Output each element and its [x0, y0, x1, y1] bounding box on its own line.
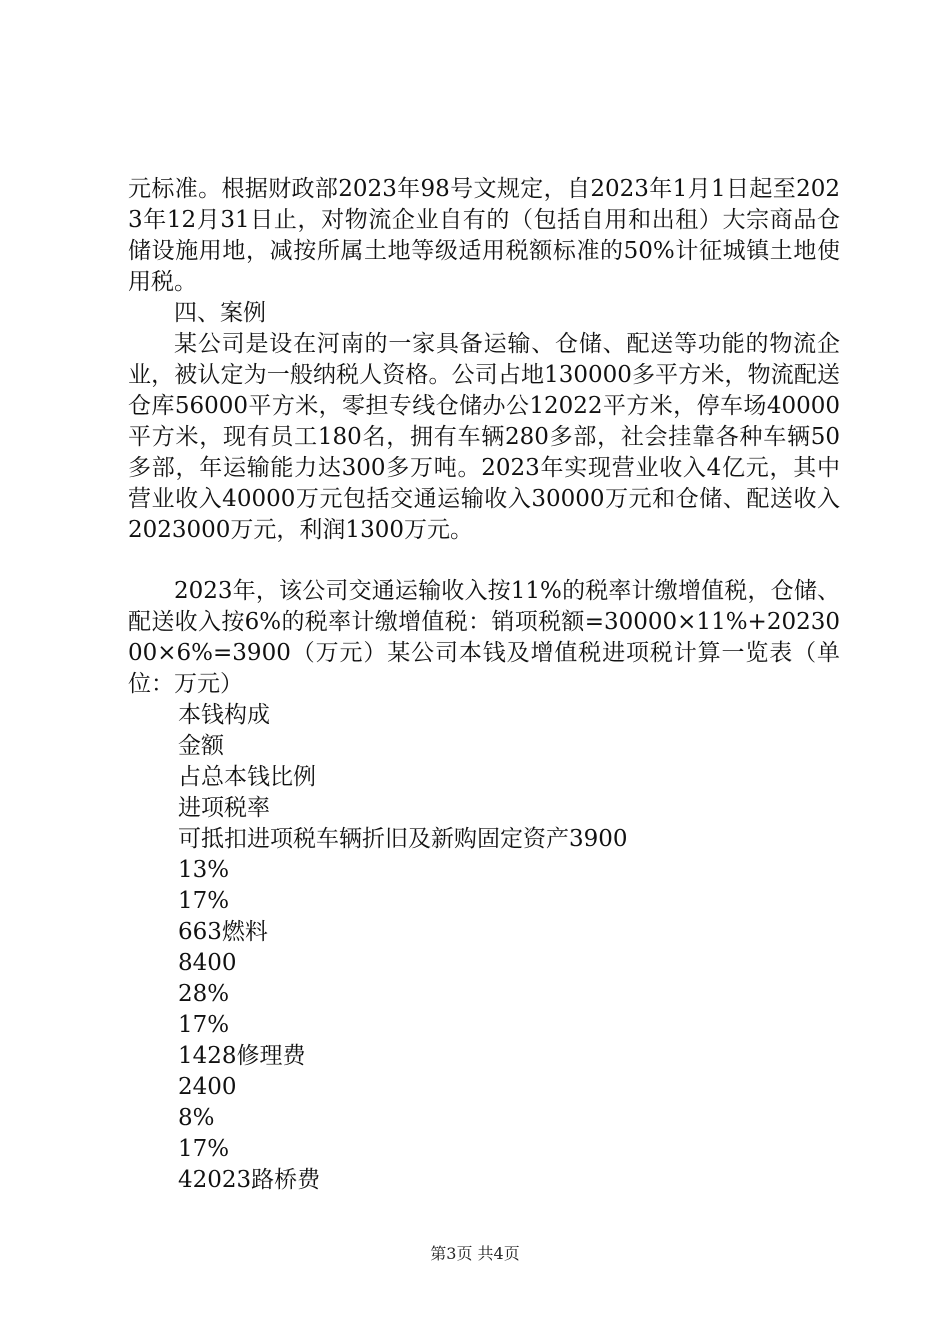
- table-line: 28%: [178, 981, 230, 1007]
- table-line: 1428修理费: [178, 1043, 306, 1069]
- document-body: [128, 174, 840, 1196]
- table-line: 金额: [178, 733, 224, 759]
- table-line: 42023路桥费: [178, 1167, 321, 1193]
- table-line: 17%: [178, 1136, 230, 1162]
- table-line: 进项税率: [178, 795, 270, 821]
- table-line: 8400: [178, 950, 237, 976]
- table-line: 本钱构成: [178, 702, 270, 728]
- table-line: 占总本钱比例: [178, 764, 316, 790]
- table-line: 可抵扣进项税车辆折旧及新购固定资产3900: [178, 826, 628, 852]
- table-line: 2400: [178, 1074, 237, 1100]
- page-footer: 第3页 共4页: [430, 1244, 520, 1263]
- paragraph-gap: [128, 546, 840, 576]
- case-paragraph: 某公司是设在河南的一家具备运输、仓储、配送等功能的物流企业，被认定为一般纳税人资格。公司占地130000多平方米，物流配送仓库56000平方米，零担专线仓储办公12022平方米，停车场40000平方米，现有员工180名，拥有车辆280多部，社会挂靠各种车辆50多部，年运输能力达300多万吨。2023年实现营业收入4亿元，其中营业收入40000万元包括交通运输收入30000万元和仓储、配送收入2023000万元，利润1300万元。: [128, 331, 840, 543]
- section-heading: 四、案例: [174, 300, 266, 326]
- intro-paragraph: 元标准。根据财政部2023年98号文规定，自2023年1月1日起至2023年12月31日止，对物流企业自有的（包括自用和出租）大宗商品仓储设施用地，减按所属土地等级适用税额标准的50%计征城镇土地使用税。: [128, 176, 840, 295]
- table-line: 17%: [178, 1012, 230, 1038]
- table-line: 17%: [178, 888, 230, 914]
- cost-table-lines: [128, 700, 840, 1196]
- table-line: 663燃料: [178, 919, 268, 945]
- table-line: 8%: [178, 1105, 215, 1131]
- tax-paragraph: 2023年，该公司交通运输收入按11%的税率计缴增值税，仓储、配送收入按6%的税率计缴增值税：销项税额=30000×11%+2023000×6%=3900（万元）某公司本钱及增值税进项税计算一览表（单位：万元）: [128, 578, 840, 697]
- table-line: 13%: [178, 857, 230, 883]
